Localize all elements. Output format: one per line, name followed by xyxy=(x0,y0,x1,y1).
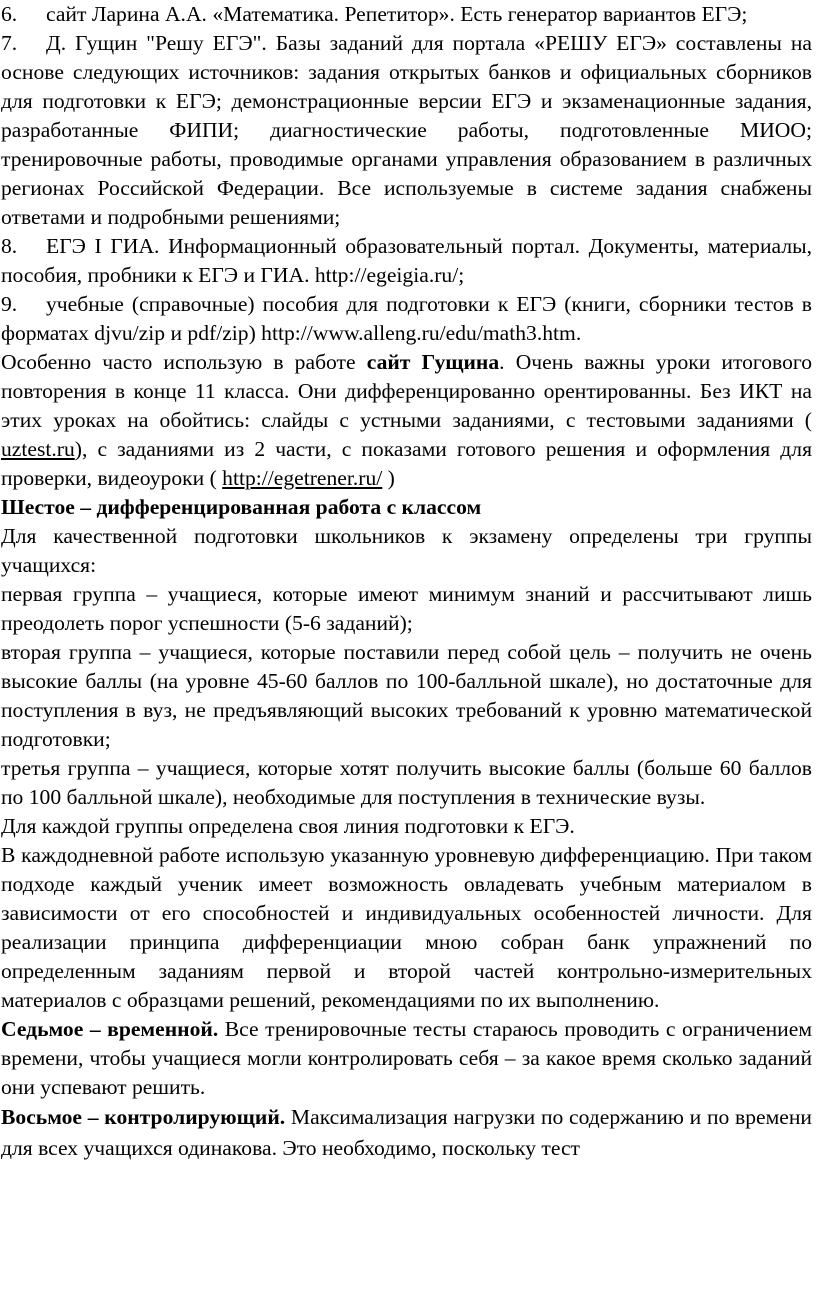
eighth-heading: Восьмое – контролирующий. xyxy=(1,1105,286,1129)
list-item-9 xyxy=(1,290,812,348)
daily-work-paragraph: В каждодневной работе использую указанную уровневую дифференциацию. При таком подходе каждый ученик имеет возможность овладевать учебным материалом в зависимости от его способностей и индивидуальных особенностей личности. Для реализации принципа дифференциации мною собран банк упражнений по определенным заданиям первой и второй частей контрольно-измерительных материалов с образцами решений, рекомендациями по их выполнению. xyxy=(1,843,812,1012)
list-number: 9. xyxy=(1,292,18,316)
text-run: . Очень важны уроки итогового повторения в конце 11 класса. Они дифференцированно орентированны. Без ИКТ на этих уроках на обойтись: слайды с устными заданиями, с тестовыми заданиями ( xyxy=(1,350,813,432)
each-group-line: Для каждой группы определена своя линия подготовки к ЕГЭ. xyxy=(1,814,575,838)
group-second: вторая группа – учащиеся, которые поставили перед собой цель – получить не очень высокие баллы (на уровне 45-60 баллов по 100-балльной шкале), но достаточные для поступления в вуз, не предъявляющий высоких требований к уровню математической подготовки; xyxy=(1,640,812,751)
list-number: 6. xyxy=(1,2,18,26)
group-third: третья группа – учащиеся, которые хотят получить высокие баллы (больше 60 баллов по 100 балльной шкале), необходимые для поступления в технические вузы. xyxy=(1,756,812,809)
uztest-link[interactable]: uztest.ru xyxy=(1,437,75,461)
list-number: 7. xyxy=(1,31,18,55)
egetrener-link[interactable]: http://egetrener.ru/ xyxy=(222,466,383,490)
gushchin-paragraph xyxy=(1,348,812,493)
list-text: ЕГЭ I ГИА. Информационный образовательный портал. Документы, материалы, пособия, пробники к ЕГЭ и ГИА. http://egeigia.ru/; xyxy=(1,234,812,287)
eighth-paragraph xyxy=(1,1102,812,1164)
list-item-7 xyxy=(1,29,812,232)
seventh-text: Все тренировочные тесты стараюсь проводить с ограничением времени, чтобы учащиеся могли контролировать себя – за какое время сколько заданий они успевают решить. xyxy=(1,1017,812,1099)
groups-intro: Для качественной подготовки школьников к экзамену определены три группы учащихся: xyxy=(1,524,812,577)
bold-site-name: сайт Гущина xyxy=(366,350,500,374)
seventh-paragraph xyxy=(1,1015,812,1102)
list-text: Д. Гущин "Решу ЕГЭ". Базы заданий для портала «РЕШУ ЕГЭ» составлены на основе следующих источников: задания открытых банков и официальных сборников для подготовки к ЕГЭ; демонстрационные версии ЕГЭ и экзаменационные задания, разработанные ФИПИ; диагностические работы, подготовленные МИОО; тренировочные работы, проводимые органами управления образованием в различных регионах Российской Федерации. Все используемые в системе задания снабжены ответами и подробными решениями; xyxy=(1,31,812,229)
list-number: 8. xyxy=(1,234,18,258)
seventh-heading: Седьмое – временной. xyxy=(1,1017,219,1041)
list-text: учебные (справочные) пособия для подготовки к ЕГЭ (книги, сборники тестов в форматах djvu/zip и pdf/zip) http://www.alleng.ru/edu/math3.htm. xyxy=(1,292,812,345)
text-run: ) xyxy=(382,466,395,490)
group-first: первая группа – учащиеся, которые имеют минимум знаний и рассчитывают лишь преодолеть порог успешности (5-6 заданий); xyxy=(1,582,812,635)
list-text: сайт Ларина А.А. «Математика. Репетитор». Есть генератор вариантов ЕГЭ; xyxy=(46,2,748,26)
eighth-text: Максимализация нагрузки по содержанию и по времени для всех учащихся одинакова. Это необходимо, поскольку тест xyxy=(1,1105,812,1160)
section-heading-sixth: Шестое – дифференцированная работа с классом xyxy=(1,495,482,519)
list-item-6 xyxy=(1,0,812,29)
list-item-8 xyxy=(1,232,812,290)
text-run: Особенно часто использую в работе xyxy=(1,350,367,374)
text-run: ), с заданиями из 2 части, с показами готового решения и оформления для проверки, видеоуроки ( xyxy=(1,437,812,490)
